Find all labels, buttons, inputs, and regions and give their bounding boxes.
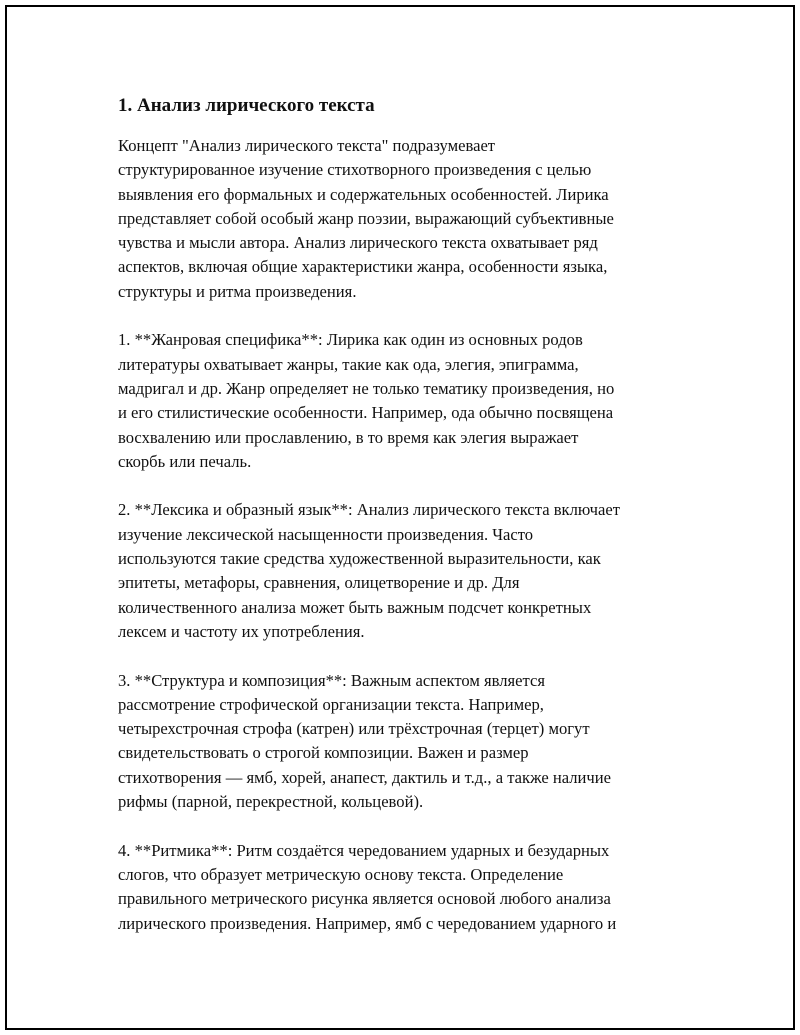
text-line: скорбь или печаль.	[118, 451, 252, 471]
text-line: мадригал и др. Жанр определяет не только тематику произведения, но	[118, 378, 615, 398]
section-heading: 1. Анализ лирического текста	[118, 95, 375, 116]
paragraph-gap	[118, 644, 688, 668]
text-line: лирического произведения. Например, ямб с чередованием ударного и	[118, 913, 617, 933]
text-line: эпитеты, метафоры, сравнения, олицетворение и др. Для	[118, 573, 520, 593]
text-line: структуры и ритма произведения.	[118, 281, 357, 301]
text-line: литературы охватывает жанры, такие как ода, элегия, эпиграмма,	[118, 354, 579, 374]
list-item-paragraph-2	[118, 498, 688, 644]
text-line: представляет собой особый жанр поэзии, выражающий субъективные	[118, 208, 614, 228]
text-line: правильного метрического рисунка является основой любого анализа	[118, 889, 611, 909]
text-line: рифмы (парной, перекрестной, кольцевой).	[118, 792, 424, 812]
text-line: 2. **Лексика и образный язык**: Анализ лирического текста включает	[118, 500, 620, 520]
text-line: и его стилистические особенности. Например, ода обычно посвящена	[118, 403, 614, 423]
document-body	[118, 92, 688, 936]
text-line: лексем и частоту их употребления.	[118, 621, 365, 641]
text-line: используются такие средства художественной выразительности, как	[118, 549, 601, 569]
text-line: стихотворения — ямб, хорей, анапест, дактиль и т.д., а также наличие	[118, 767, 611, 787]
text-line: Концепт "Анализ лирического текста" подразумевает	[118, 136, 496, 155]
text-line: рассмотрение строфической организации текста. Например,	[118, 694, 544, 714]
paragraph-gap	[118, 474, 688, 498]
list-item-paragraph-4	[118, 839, 688, 936]
paragraphs-container	[118, 134, 688, 936]
paragraph-gap	[118, 304, 688, 328]
text-line: 4. **Ритмика**: Ритм создаётся чередованием ударных и безударных	[118, 840, 610, 860]
list-item-paragraph-3	[118, 669, 688, 815]
text-line: чувства и мысли автора. Анализ лирического текста охватывает ряд	[118, 233, 598, 253]
text-line: четырехстрочная строфа (катрен) или трёхстрочная (терцет) могут	[118, 719, 590, 739]
text-line: свидетельствовать о строгой композиции. Важен и размер	[118, 743, 529, 763]
text-line: аспектов, включая общие характеристики жанра, особенности языка,	[118, 257, 608, 277]
text-line: количественного анализа может быть важным подсчет конкретных	[118, 597, 592, 617]
list-item-paragraph-1	[118, 328, 688, 474]
text-line: изучение лексической насыщенности произведения. Часто	[118, 524, 534, 544]
text-line: 1. **Жанровая специфика**: Лирика как один из основных родов	[118, 330, 583, 350]
intro-paragraph	[118, 134, 688, 304]
text-line: слогов, что образует метрическую основу текста. Определение	[118, 864, 564, 884]
text-line: структурированное изучение стихотворного произведения с целью	[118, 160, 592, 180]
text-line: восхвалению или прославлению, в то время как элегия выражает	[118, 427, 579, 447]
text-line: 3. **Структура и композиция**: Важным аспектом является	[118, 670, 545, 690]
text-line: выявления его формальных и содержательных особенностей. Лирика	[118, 184, 609, 204]
paragraph-gap	[118, 814, 688, 838]
